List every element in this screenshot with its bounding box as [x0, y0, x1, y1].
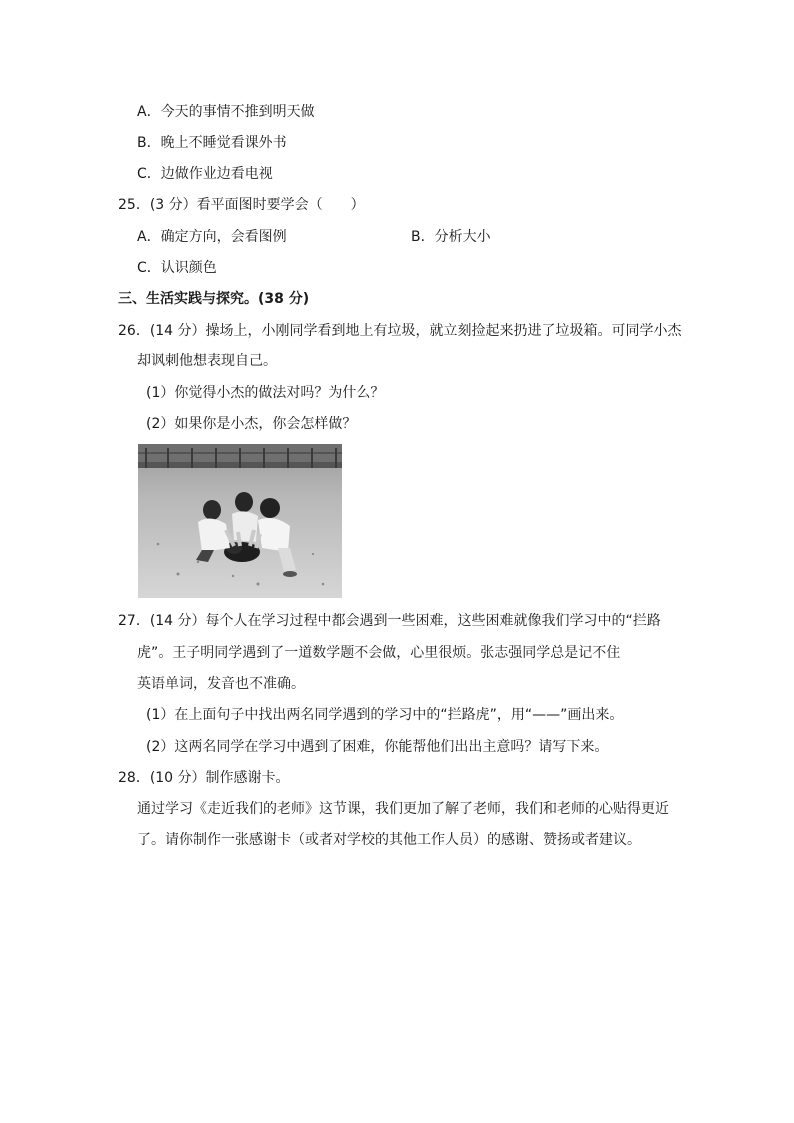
q28-line-2: 通过学习《走近我们的老师》这节课，我们更加了解了老师，我们和老师的心贴得更近	[137, 801, 669, 817]
q26-sub-2: (2）如果你是小杰，你会怎样做？	[146, 416, 357, 432]
children-picking-litter-photo	[138, 444, 342, 598]
q24-option-b: B．晚上不睡觉看课外书	[137, 135, 287, 151]
q27-line-2: 虎”。王子明同学遇到了一道数学题不会做，心里很烦。张志强同学总是记不住	[137, 645, 621, 661]
q27-sub-2: (2）这两名同学在学习中遇到了困难，你能帮他们出出主意吗？请写下来。	[146, 739, 609, 755]
q26-line-1: 26．(14 分）操场上，小刚同学看到地上有垃圾，就立刻捡起来扔进了垃圾箱。可同学小杰	[118, 323, 682, 339]
q25-option-a: A．确定方向，会看图例	[137, 229, 287, 245]
q28-line-1: 28．(10 分）制作感谢卡。	[118, 770, 290, 786]
q27-sub-1: (1）在上面句子中找出两名同学遇到的学习中的“拦路虎”，用“——”画出来。	[146, 707, 624, 723]
q25-option-c: C．认识颜色	[137, 260, 217, 276]
q24-option-a: A．今天的事情不推到明天做	[137, 104, 315, 120]
q26-line-2: 却讽刺他想表现自己。	[137, 353, 277, 369]
q26-sub-1: (1）你觉得小杰的做法对吗？为什么？	[146, 385, 385, 401]
section-3-title: 三、生活实践与探究。(38 分)	[118, 291, 310, 307]
q25-option-b: B．分析大小	[411, 229, 491, 245]
q24-option-c: C．边做作业边看电视	[137, 166, 273, 182]
q28-line-3: 了。请你制作一张感谢卡（或者对学校的其他工作人员）的感谢、赞扬或者建议。	[137, 832, 641, 848]
q27-line-1: 27．(14 分）每个人在学习过程中都会遇到一些困难，这些困难就像我们学习中的“拦路	[118, 613, 661, 629]
q25-stem: 25．(3 分）看平面图时要学会（ ）	[118, 197, 365, 213]
q27-line-3: 英语单词，发音也不准确。	[137, 676, 305, 692]
